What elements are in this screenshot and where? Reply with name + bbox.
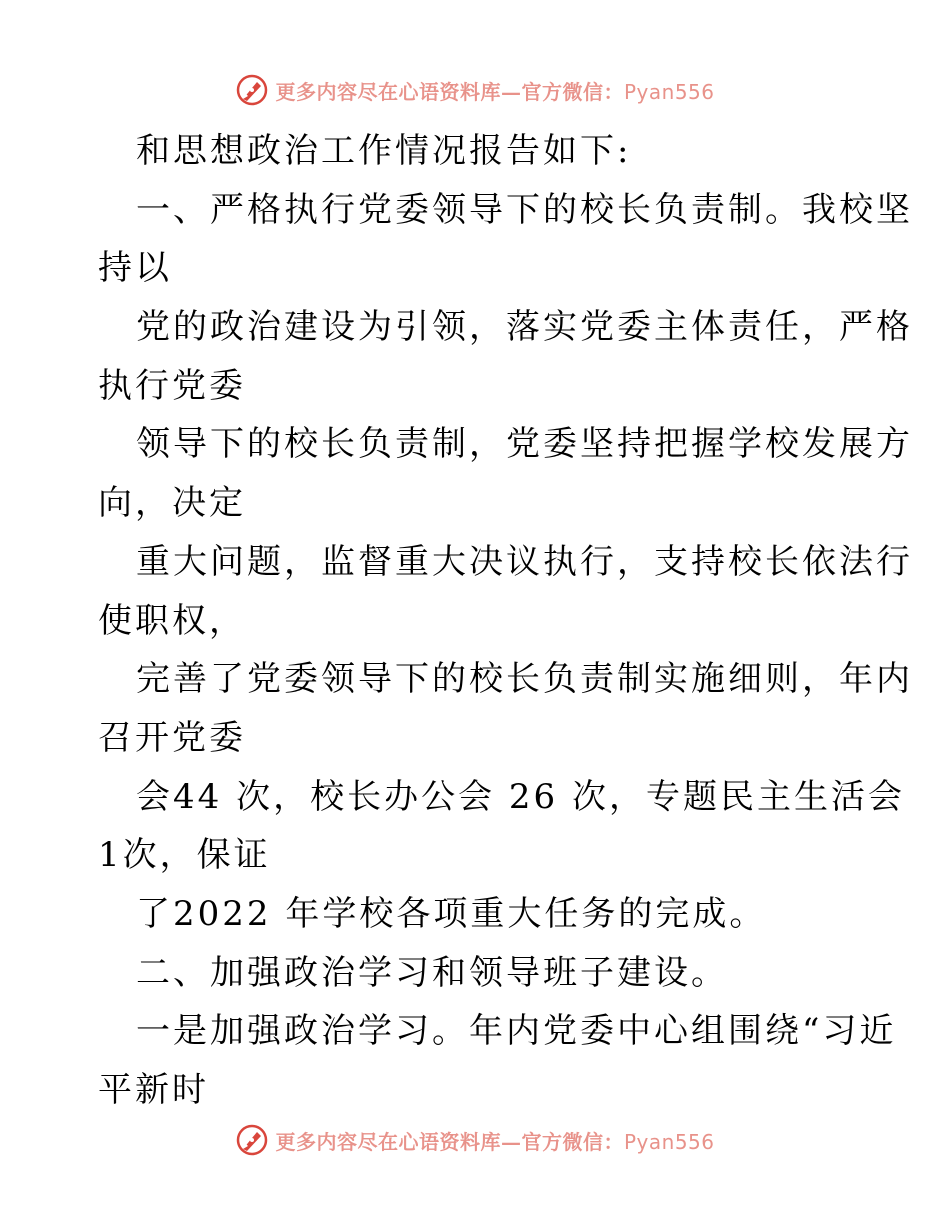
text-line: 一、严格执行党委领导下的校长负责制。我校坚: [136, 189, 913, 230]
text-line: 党的政治建设为引领，落实党委主体责任，严格: [136, 307, 913, 348]
document-body: [98, 122, 913, 1120]
footer-watermark: [0, 1120, 950, 1160]
text-line: 一是加强政治学习。年内党委中心组围绕“习近: [136, 1011, 897, 1052]
text-line: 执行党委: [98, 365, 246, 406]
text-line: 重大问题，监督重大决议执行，支持校长依法行: [136, 541, 913, 582]
text-line: 和思想政治工作情况报告如下:: [136, 131, 632, 171]
watermark-text: 更多内容尽在心语资料库—官方微信：Pyan556: [275, 79, 715, 104]
watermark-text: 更多内容尽在心语资料库—官方微信：Pyan556: [275, 1129, 715, 1154]
header-watermark: [0, 70, 950, 110]
pen-nib-logo-icon: [235, 1123, 269, 1157]
pen-nib-logo-icon: [235, 73, 269, 107]
text-line: 完善了党委领导下的校长负责制实施细则，年内: [136, 659, 913, 700]
text-line: 召开党委: [98, 717, 246, 758]
text-line: 1次，保证: [98, 835, 271, 876]
text-line: 二、加强政治学习和领导班子建设。: [136, 952, 728, 993]
text-line: 向，决定: [98, 483, 246, 524]
text-line: 平新时: [98, 1070, 209, 1110]
text-line: 持以: [98, 248, 172, 289]
text-line: 领导下的校长负责制，党委坚持把握学校发展方: [136, 424, 913, 465]
text-line: 使职权，: [98, 600, 246, 641]
text-line: 会44 次，校长办公会 26 次，专题民主生活会: [136, 776, 905, 817]
text-line: 了2022 年学校各项重大任务的完成。: [136, 893, 767, 934]
